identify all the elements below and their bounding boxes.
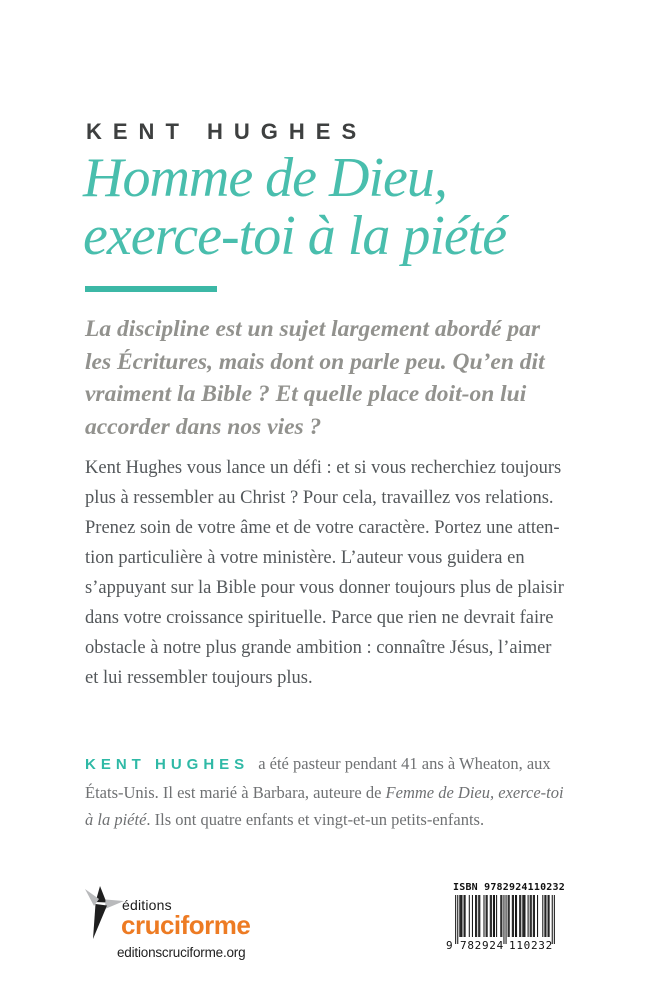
publisher-logo (84, 886, 254, 944)
intro-paragraph (85, 313, 545, 443)
intro-line: vraiment la Bible ? Et quelle place doit-on lui (85, 381, 527, 407)
bio-referenced-book-title: Femme de Dieu, exerce-toi (385, 782, 564, 802)
description-line: Kent Hughes vous lance un défi : et si vous recherchiez toujours (85, 458, 562, 478)
description-line: obstacle à notre plus grande ambition : connaître Jésus, l’aimer (85, 638, 552, 658)
barcode-digits-right-group: 110232 (509, 939, 553, 952)
book-title (83, 149, 506, 265)
title-underline-rule (85, 286, 217, 292)
isbn-label: ISBN 9782924110232 (453, 882, 565, 893)
bio-text: . Ils ont quatre enfants et vingt-et-un petits-enfants. (146, 810, 485, 829)
author-bio (85, 750, 564, 834)
bio-line (85, 750, 564, 779)
barcode-digits-left-group: 782924 (460, 939, 504, 952)
publisher-name-line-editions: éditions (122, 897, 172, 913)
book-title-line-1: Homme de Dieu, (83, 147, 447, 209)
bio-text: a été pasteur pendant 41 ans à Wheaton, aux (258, 754, 551, 773)
publisher-website: editionscruciforme.org (117, 945, 246, 960)
barcode-digit-first: 9 (446, 939, 453, 952)
bio-referenced-book-title: à la piété (85, 810, 147, 829)
bio-line (85, 806, 564, 834)
author-name-heading: KENT HUGHES (86, 119, 368, 144)
bio-text: États-Unis. Il est marié à Barbara, auteure de (85, 782, 386, 802)
cruciforme-cross-icon (84, 886, 124, 940)
intro-line: les Écritures, mais dont on parle peu. Qu’en dit (85, 348, 545, 375)
book-title-line-2: exerce-toi à la piété (83, 205, 507, 267)
description-line: s’appuyant sur la Bible pour vous donner toujours plus de plaisir (85, 578, 564, 598)
isbn-barcode (446, 882, 565, 952)
description-line: plus à ressembler au Christ ? Pour cela, travaillez vos relations. (85, 488, 554, 508)
description-line: et lui ressembler toujours plus. (85, 668, 313, 688)
description-line: dans votre croissance spirituelle. Parce que rien ne devrait faire (85, 608, 554, 628)
barcode-bars (455, 895, 555, 944)
intro-line: accorder dans nos vies ? (85, 413, 322, 440)
bio-line (85, 779, 564, 807)
bio-author-name: KENT HUGHES (85, 756, 250, 773)
publisher-name-line-cruciforme: cruciforme (121, 910, 251, 940)
description-paragraph (85, 453, 564, 693)
description-line: tion particulière à votre ministère. L’auteur vous guidera en (85, 548, 525, 568)
description-line: Prenez soin de votre âme et de votre caractère. Portez une atten- (85, 518, 560, 538)
intro-line: La discipline est un sujet largement abordé par (85, 316, 541, 342)
